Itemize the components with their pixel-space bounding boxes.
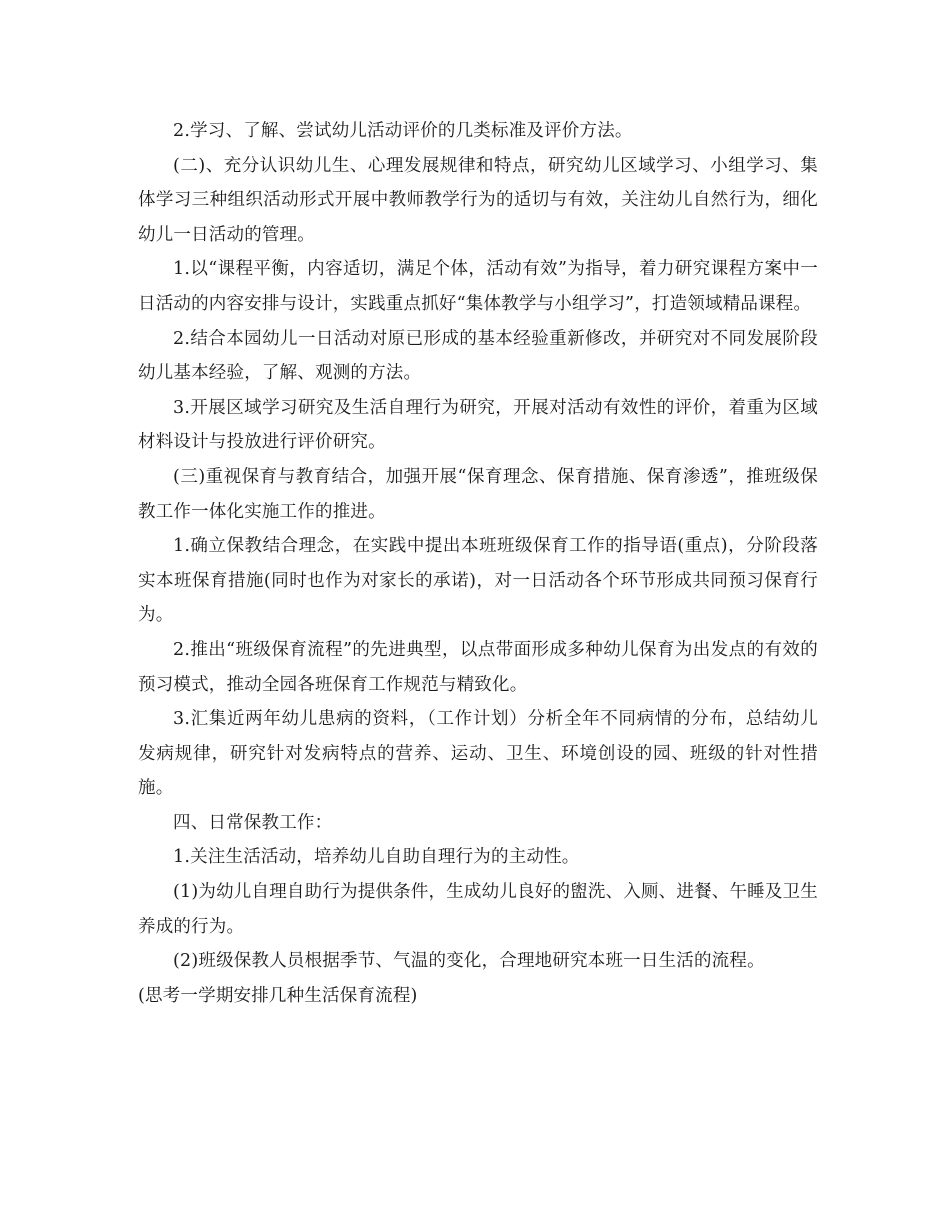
- paragraph: 1.关注生活活动，培养幼儿自助自理行为的主动性。: [173, 847, 580, 868]
- section-heading: 四、日常保教工作：: [173, 812, 333, 833]
- paragraph: 2.学习、了解、尝试幼儿活动评价的几类标准及评价方法。: [173, 121, 633, 141]
- paragraph: 2.推出“班级保育流程”的先进典型，以点带面形成多种幼儿保育为出发点的有效的预习模式，推动全园各班保育工作规范与精致化。: [138, 639, 818, 695]
- paragraph: 3.汇集近两年幼儿患病的资料，（工作计划）分析全年不同病情的分布，总结幼儿发病规律，研究针对发病特点的营养、运动、卫生、环境创设的园、班级的针对性措施。: [138, 709, 818, 799]
- paragraph: (三)重视保育与教育结合，加强开展“保育理念、保育措施、保育渗透”，推班级保教工作一体化实施工作的推进。: [138, 466, 818, 522]
- paragraph: (1)为幼儿自理自助行为提供条件，生成幼儿良好的盥洗、入厕、进餐、午睡及卫生养成的行为。: [138, 882, 818, 937]
- paragraph-note: (思考一学期安排几种生活保育流程): [138, 985, 418, 1006]
- document-body: [138, 114, 818, 1013]
- paragraph: 1.以“课程平衡，内容适切，满足个体，活动有效”为指导，着力研究课程方案中一日活动的内容安排与设计，实践重点抓好“集体教学与小组学习”，打造领域精品课程。: [138, 259, 818, 314]
- paragraph: (2)班级保教人员根据季节、气温的变化，合理地研究本班一日生活的流程。: [173, 951, 765, 972]
- paragraph: (二)、充分认识幼儿生、心理发展规律和特点，研究幼儿区域学习、小组学习、集体学习三种组织活动形式开展中教师教学行为的适切与有效，关注幼儿自然行为，细化幼儿一日活动的管理。: [138, 155, 818, 245]
- paragraph: 1.确立保教结合理念，在实践中提出本班班级保育工作的指导语(重点)，分阶段落实本班保育措施(同时也作为对家长的承诺)，对一日活动各个环节形成共同预习保育行为。: [138, 536, 818, 626]
- paragraph: 2.结合本园幼儿一日活动对原已形成的基本经验重新修改，并研究对不同发展阶段幼儿基本经验，了解、观测的方法。: [138, 328, 818, 384]
- paragraph: 3.开展区域学习研究及生活自理行为研究，开展对活动有效性的评价，着重为区域材料设计与投放进行评价研究。: [138, 397, 818, 453]
